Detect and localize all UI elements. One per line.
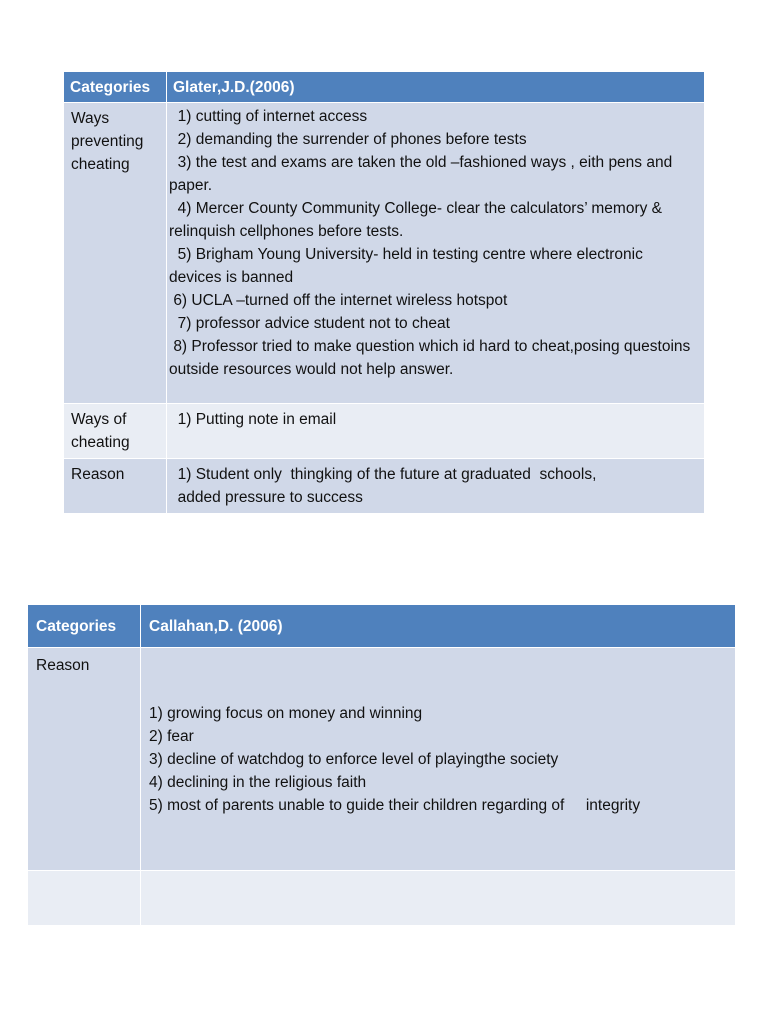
category-cell: Ways of cheating (64, 404, 167, 459)
table-row (64, 459, 705, 514)
table-row (28, 871, 736, 926)
table-header-row (64, 72, 705, 103)
category-cell: Reason (28, 648, 141, 871)
category-cell: Ways preventing cheating (64, 103, 167, 404)
list-item: 5) most of parents unable to guide their children regarding of integrity (149, 796, 641, 814)
list-item: 8) Professor tried to make question which id hard to cheat,posing questoins outside resources would not help answer. (169, 338, 695, 378)
list-item: 2) fear (149, 727, 194, 745)
content-cell (141, 648, 736, 871)
content-cell (167, 459, 705, 514)
list-item: 7) professor advice student not to cheat (169, 315, 450, 332)
list-item: 1) growing focus on money and winning (149, 704, 423, 722)
list-item: 4) Mercer County Community College- clear the calculators’ memory & relinquish cellphones before tests. (169, 200, 667, 240)
content-cell (167, 404, 705, 459)
list-item: 1) Student only thingking of the future at graduated schools, (169, 466, 597, 483)
callahan-table (27, 604, 736, 926)
list-item: added pressure to success (169, 489, 363, 506)
glater-table (63, 71, 705, 514)
category-cell (28, 871, 141, 926)
list-item: 5) Brigham Young University- held in testing centre where electronic devices is banned (169, 246, 648, 286)
header-author: Glater,J.D.(2006) (167, 72, 705, 103)
table-row (64, 404, 705, 459)
table-header-row (28, 605, 736, 648)
list-item: 2) demanding the surrender of phones before tests (169, 131, 527, 148)
list-item: 1) cutting of internet access (169, 108, 368, 125)
list-item: 6) UCLA –turned off the internet wireless hotspot (169, 292, 508, 309)
header-author: Callahan,D. (2006) (141, 605, 736, 648)
content-cell (141, 871, 736, 926)
category-cell: Reason (64, 459, 167, 514)
list-item: 1) Putting note in email (169, 411, 337, 428)
list-item: 3) decline of watchdog to enforce level of playingthe society (149, 750, 559, 768)
list-item: 4) declining in the religious faith (149, 773, 367, 791)
content-cell (167, 103, 705, 404)
table-row (64, 103, 705, 404)
header-categories: Categories (64, 72, 167, 103)
table-row (28, 648, 736, 871)
header-categories: Categories (28, 605, 141, 648)
list-item: 3) the test and exams are taken the old –fashioned ways , eith pens and paper. (169, 154, 677, 194)
